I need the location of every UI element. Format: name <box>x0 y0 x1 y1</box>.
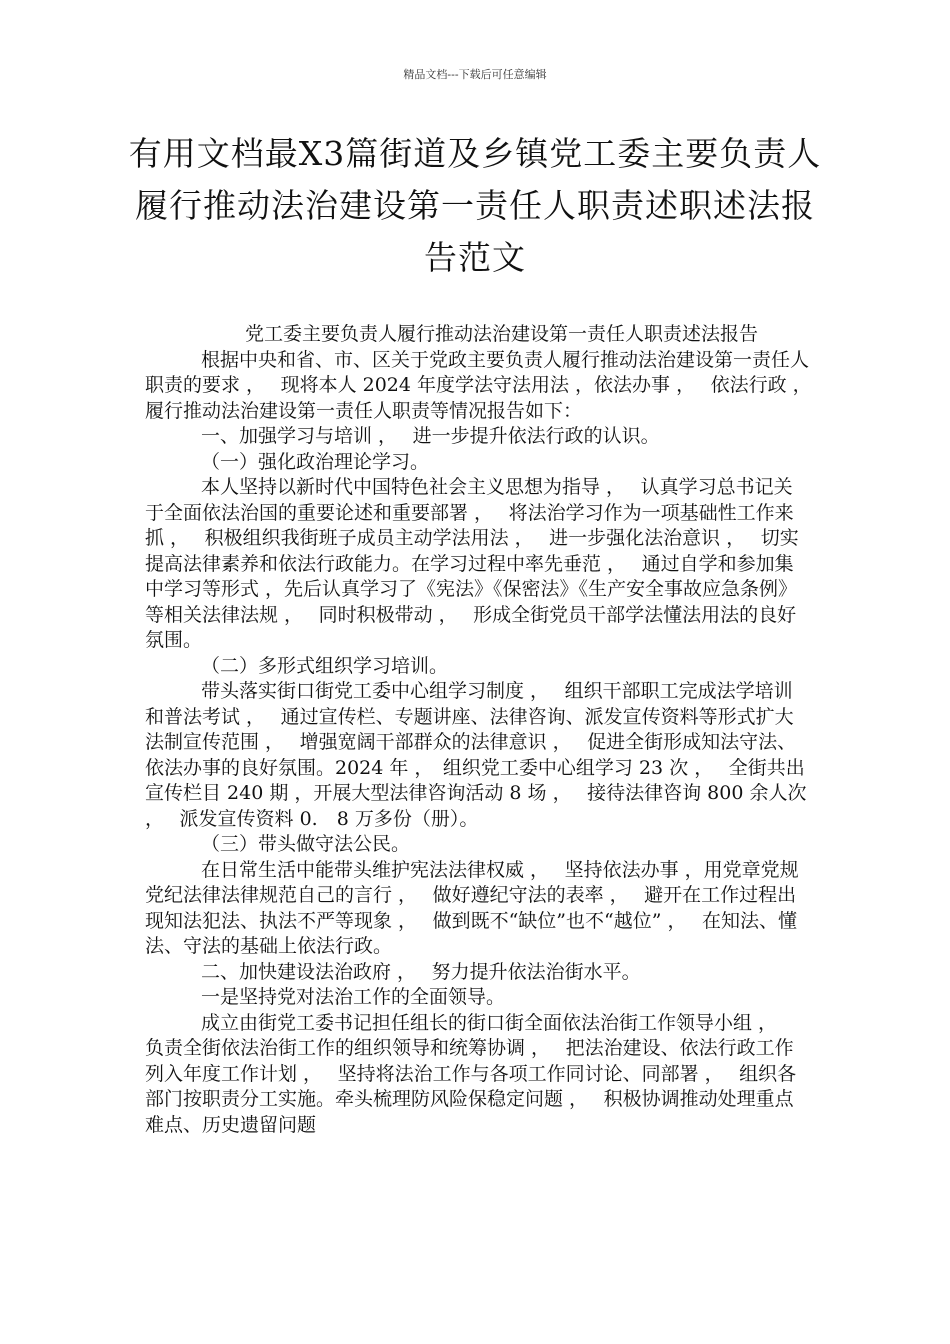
section-heading: 一、加强学习与培训 ， 进一步提升依法行政的认识。 <box>201 425 660 447</box>
subsection-heading: （三）带头做守法公民。 <box>201 833 411 855</box>
report-subtitle: 党工委主要负责人履行推动法治建设第一责任人职责述法报告 <box>245 323 759 345</box>
subsection-heading: 一是坚持党对法治工作的全面领导。 <box>201 986 506 1008</box>
subsection-heading: （一）强化政治理论学习。 <box>201 450 430 473</box>
page-title: 有用文档最X3篇街道及乡镇党工委主要负责人履行推动法治建设第一责任人职责述职述法报告范文 <box>128 134 822 277</box>
paragraph: 在日常生活中能带头维护宪法法律权威 ， 坚持依法办事 ，用党章党规党纪法律法律规范自己的言行 ， 做好遵纪守法的表率 ， 避开在工作过程出现知法犯法、执法不严等现象 ， 做到既不“缺位”也不“越位” ， 在知法、懂法、守法的基础上依法行政。 <box>145 858 799 957</box>
section-heading: 二、加快建设法治政府 ， 努力提升依法治街水平。 <box>201 960 641 983</box>
paragraph: 成立由街党工委书记担任组长的街口街全面依法治街工作领导小组 ， 负责全街依法治街工作的组织领导和统筹协调 ， 把法治建设、依法行政工作列入年度工作计划 ， 坚持将法治工作与各项工作同讨论、同部署 ， 组织各部门按职责分工实施。牵头梳理防风险保稳定问题 ， 积极协调推动处理重点难点、历史遗留问题 <box>145 1011 797 1136</box>
paragraph: 带头落实街口街党工委中心组学习制度 ， 组织干部职工完成法学培训和普法考试 ， 通过宣传栏、专题讲座、法律咨询、派发宣传资料等形式扩大法制宣传范围 ， 增强宽阔干部群众的法律意识 ， 促进全街形成知法守法、依法办事的良好氛围。2024 年 ， 组织党工委中心组学习 23 次 ， 全街共出宣传栏目 240 期 ，开展大型法律咨询活动 8 场 ， 接待法律咨询 800 余人次 ， 派发宣传资料 0. 8 万多份（册）。 <box>145 680 807 830</box>
document-body <box>145 322 828 1138</box>
paragraph: 根据中央和省、市、区关于党政主要负责人履行推动法治建设第一责任人职责的要求 ， 现将本人 2024 年度学法守法用法 ，依法办事 ， 依法行政 ， 履行推动法治建设第一责任人职责等情况报告如下： <box>145 348 828 422</box>
paragraph: 本人坚持以新时代中国特色社会主义思想为指导 ， 认真学习总书记关于全面依法治国的重要论述和重要部署 ， 将法治学习作为一项基础性工作来抓 ， 积极组织我街班子成员主动学法用法 ， 进一步强化法治意识 ， 切实提高法律素养和依法行政能力。在学习过程中率先垂范 ， 通过自学和参加集中学习等形式 ，先后认真学习了《宪法》《保密法》《生产安全事故应急条例》等相关法律法规 ， 同时积极带动 ， 形成全街党员干部学法懂法用法的良好氛围。 <box>145 476 799 651</box>
subsection-heading: （二）多形式组织学习培训。 <box>201 654 449 677</box>
header-note: 精品文档---下载后可任意编辑 <box>403 68 547 81</box>
